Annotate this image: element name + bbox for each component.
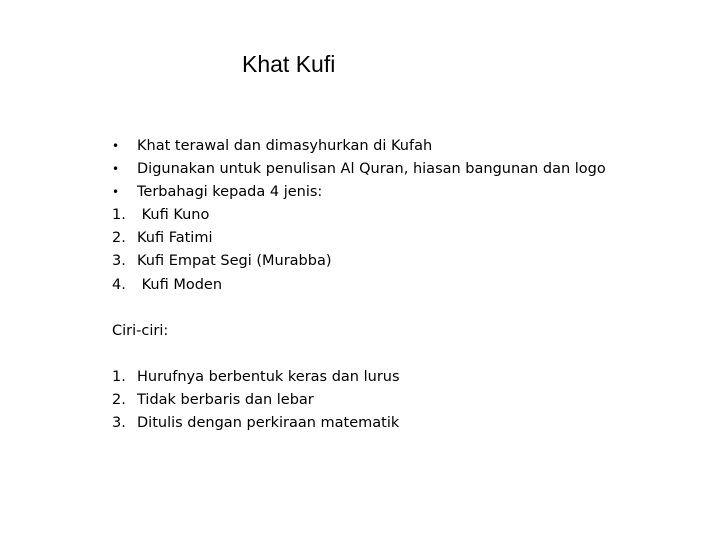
features-heading-text: Ciri-ciri: [112,322,169,339]
spacer [112,297,606,320]
feature-item [112,389,606,412]
type-item [112,227,606,250]
features-heading [112,320,606,343]
bullet-text: Khat terawal dan dimasyhurkan di Kufah [137,138,433,154]
bullet-item [112,181,606,204]
slide-body [112,135,606,435]
bullet-text: Terbahagi kepada 4 jenis: [137,184,323,201]
feature-number: 1. [112,368,126,385]
feature-item [112,412,606,435]
spacer [112,343,606,366]
type-text: Kufi Moden [137,276,223,293]
type-text: Kufi Empat Segi (Murabba) [137,253,332,270]
type-number: 3. [112,253,126,270]
feature-text: Ditulis dengan perkiraan matematik [137,415,400,432]
type-item [112,204,606,227]
bullet-text: Digunakan untuk penulisan Al Quran, hiasan bangunan dan logo [137,161,606,178]
type-item [112,250,606,273]
bullet-marker: • [112,139,120,153]
bullet-marker: • [112,162,120,177]
type-item [112,274,606,297]
bullet-item [112,135,606,158]
type-number: 1. [112,207,126,224]
type-text: Kufi Fatimi [137,230,213,247]
type-number: 4. [112,276,126,293]
feature-text: Tidak berbaris dan lebar [137,392,314,409]
type-number: 2. [112,230,126,247]
feature-number: 3. [112,415,126,432]
bullet-item [112,158,606,181]
type-text: Kufi Kuno [137,207,210,224]
feature-text: Hurufnya berbentuk keras dan lurus [137,368,400,385]
feature-number: 2. [112,392,126,409]
slide-title: Khat Kufi [242,51,336,77]
bullet-marker: • [112,185,120,200]
feature-item [112,366,606,389]
